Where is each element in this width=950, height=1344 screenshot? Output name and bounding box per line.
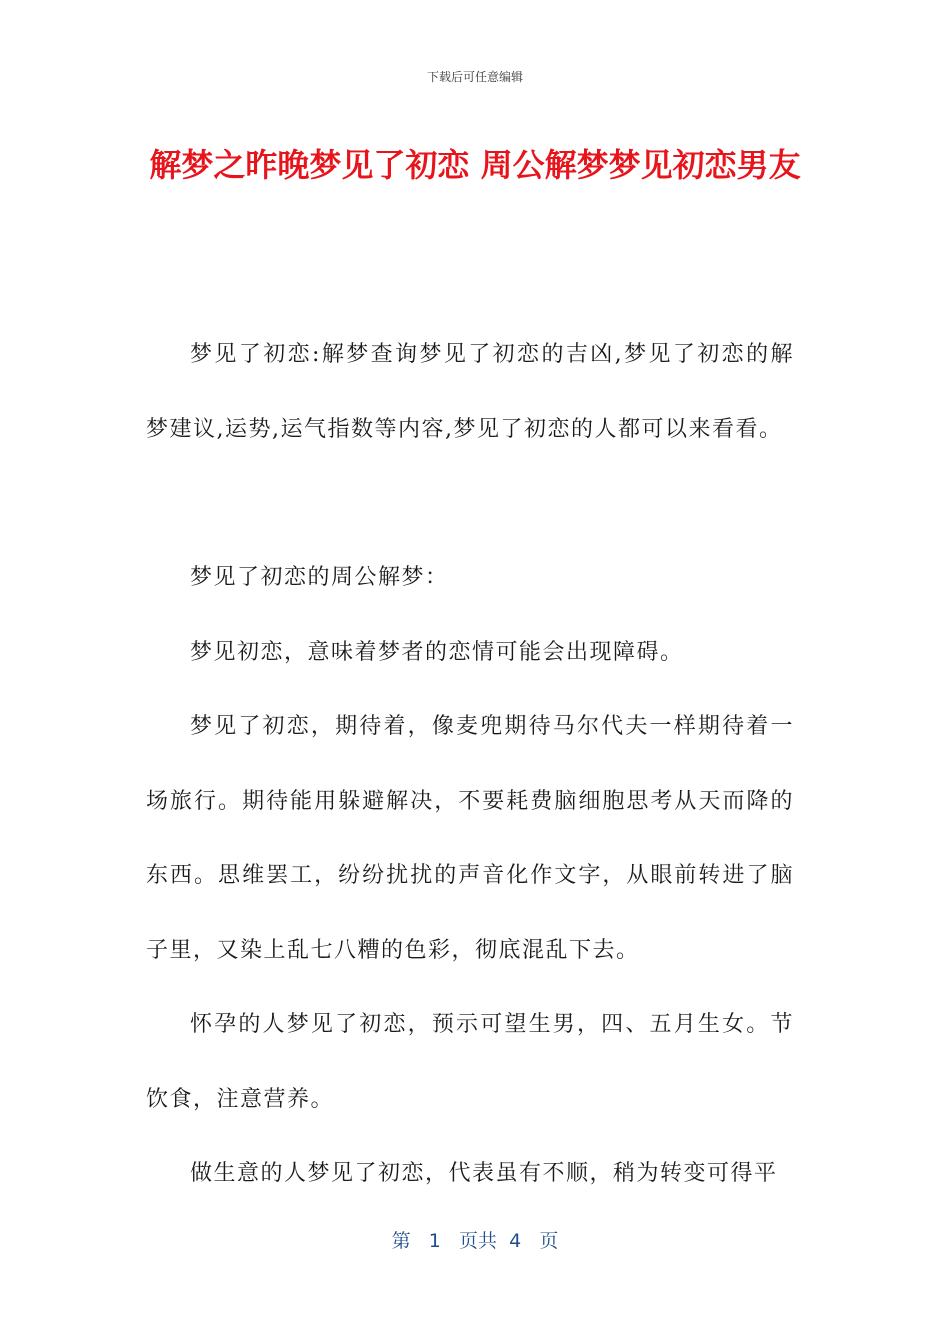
- paragraph: 梦见了初恋，期待着，像麦兜期待马尔代夫一样期待着一场旅行。期待能用躲避解决，不要耗费脑细胞思考从天而降的东西。思维罢工，纷纷扰扰的声音化作文字，从眼前转进了脑子里，又染上乱七八糟的色彩，彻底混乱下去。: [146, 714, 794, 963]
- footer-page-total: 4: [509, 1230, 522, 1252]
- intro-paragraph: 梦见了初恋:解梦查询梦见了初恋的吉凶,梦见了初恋的解梦建议,运势,运气指数等内容,梦见了初恋的人都可以来看看。: [146, 342, 794, 442]
- footer-page-number: 1: [428, 1230, 441, 1252]
- section-heading: 梦见了初恋的周公解梦：: [190, 565, 449, 590]
- header-note: 下载后可任意编辑: [426, 70, 523, 84]
- paragraph: 怀孕的人梦见了初恋，预示可望生男，四、五月生女。节饮食，注意营养。: [146, 1012, 794, 1112]
- page-footer: [0, 1226, 950, 1253]
- document-title: 解梦之昨晚梦见了初恋 周公解梦梦见初恋男友: [149, 146, 801, 184]
- footer-page-suffix: 页: [539, 1230, 559, 1252]
- paragraph-gap: [146, 467, 794, 541]
- footer-page-middle: 页共: [459, 1230, 498, 1252]
- paragraph: 做生意的人梦见了初恋，代表虽有不顺，稍为转变可得平: [190, 1161, 778, 1186]
- document-body: [146, 318, 794, 1212]
- footer-page-prefix: 第: [391, 1230, 411, 1252]
- paragraph: 梦见初恋，意味着梦者的恋情可能会出现障碍。: [190, 639, 684, 665]
